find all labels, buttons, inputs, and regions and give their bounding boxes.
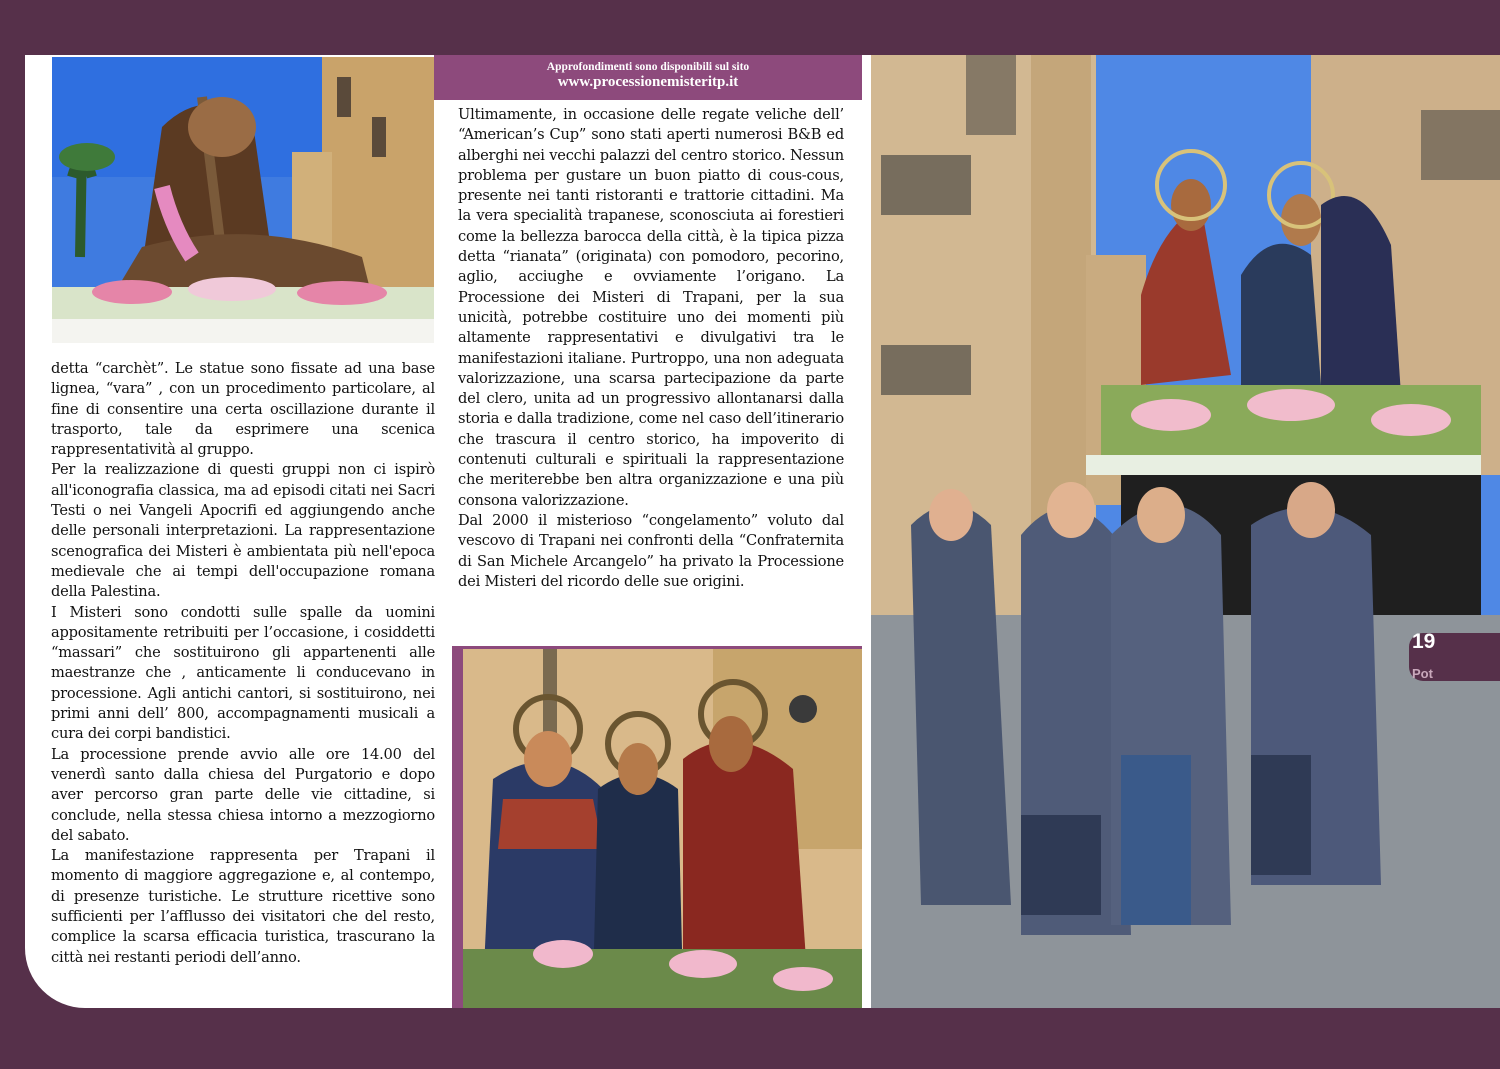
magazine-page <box>25 55 1500 1008</box>
paragraph: Dal 2000 il misterioso “congelamento” voluto dal vescovo di Trapani nei confronti della “Confraternita di San Michele Arcangelo” ha privato la Processione dei Misteri del ricordo delle sue origini. <box>458 511 844 590</box>
paragraph: Ultimamente, in occasione delle regate veliche dell’ “American’s Cup” sono stati aperti numerosi B&B ed alberghi nei vecchi palazzi del centro storico. Nessun problema per gustare un buon piatto di cous-cous, presente nei tanti ristoranti e trattorie cittadini. Ma la vera specialità trapanese, sconosciuta ai forestieri come la bellezza barocca della città, è la tipica pizza detta “rianata” (originata) con pomodoro, pecorino, aglio, acciughe e ovviamente l’origano. La Processione dei Misteri di Trapani, per la sua unicità, potrebbe costituire uno dei momenti più altamente rappresentativi e divulgativi tra le manifestazioni italiane. Purtroppo, una non adeguata valorizzazione, una scarsa partecipazione da parte del clero, unita ad un progressivo allontanarsi dalla storia e dalla tradizione, come nel caso dell’itinerario che trascura il centro storico, ha impoverito di contenuti culturali e spirituali la rappresentazione che meriterebbe ben altra organizzazione e una più consona valorizzazione. <box>458 106 844 509</box>
middle-column-text <box>458 105 844 592</box>
page-number: 19 <box>1412 630 1436 653</box>
paragraph: I Misteri sono condotti sulle spalle da uomini appositamente retribuiti per l’occasione, i cosiddetti “massari” che sostituirono gli appartenenti alle maestranze che , anticamente li conducevano in processione. Agli antichi cantori, si sostituirono, nei primi anni dell’ 800, accompagnamenti musicali a cura dei corpi bandistici. <box>51 603 435 743</box>
paragraph: Per la realizzazione di questi gruppi non ci ispirò all'iconografia classica, ma ad episodi citati nei Sacri Testi o nei Vangeli Apocrifi ed aggiungendo anche delle personali interpretazioni. La rappresentazione scenografica dei Misteri è ambientata più nell'epoca medievale che ai tempi dell'occupazione romana della Palestina. <box>51 461 435 601</box>
paragraph: detta “carchèt”. Le statue sono fissate ad una base lignea, “vara” , con un procedimento particolare, al fine di consentire una certa oscillazione durante il trasporto, tale da esprimere una scenica rappresentatività al gruppo. <box>51 360 435 459</box>
banner-url[interactable]: www.processionemisteritp.it <box>557 74 739 90</box>
website-banner <box>434 55 862 100</box>
photo-procession-bearers <box>871 55 1500 1008</box>
paragraph: La processione prende avvio alle ore 14.00 del venerdì santo dalla chiesa del Purgatorio e dopo aver percorso gran parte delle vie cittadine, si conclude, nella stessa chiesa intorno a mezzogiorno del sabato. <box>51 745 435 844</box>
paragraph: La manifestazione rappresenta per Trapani il momento di maggiore aggregazione e, al contempo, di presenze turistiche. Le strutture ricettive sono sufficienti per l’afflusso dei visitatori che del resto, complice la scarsa efficacia turistica, trascurano la città nei restanti periodi dell’anno. <box>51 847 435 966</box>
photo-crucifixion-statue <box>52 57 434 343</box>
photo-three-statues <box>452 646 862 1008</box>
banner-text: Approfondimenti sono disponibili sul sito <box>546 61 750 73</box>
footer-mark: Pot <box>1412 666 1433 681</box>
left-column-text <box>51 359 435 968</box>
